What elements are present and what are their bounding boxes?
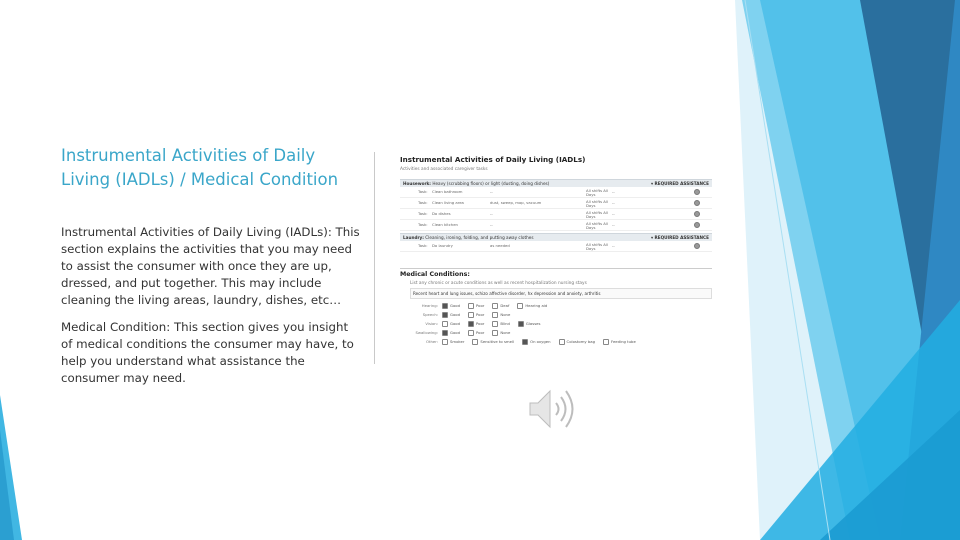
medical-row: [400, 310, 712, 319]
housework-label: Housework:: [403, 181, 431, 186]
medical-option[interactable]: [442, 303, 460, 309]
option-checkbox[interactable]: [442, 303, 448, 309]
task-name: Clean bathroom: [432, 189, 463, 194]
laundry-desc: Cleaning, ironing, folding, and putting away clothes: [425, 235, 534, 240]
medical-option[interactable]: [492, 303, 509, 309]
task-row: [400, 220, 712, 231]
medical-option[interactable]: [522, 339, 550, 345]
task-prefix: Task:: [418, 200, 428, 205]
option-label: Glasses: [525, 321, 541, 326]
option-checkbox[interactable]: [603, 339, 609, 345]
task-note: --: [490, 211, 493, 216]
medical-option[interactable]: [517, 303, 547, 309]
medical-option[interactable]: [559, 339, 595, 345]
option-checkbox[interactable]: [442, 339, 448, 345]
housework-desc: Heavy (scrubbing floors) or light (dusting, doing dishes): [432, 181, 550, 186]
medical-row-label: Swallowing:: [415, 330, 438, 335]
task-name: Clean living area: [432, 200, 464, 205]
option-label: Poor: [476, 312, 485, 317]
medical-option[interactable]: [442, 321, 460, 327]
option-label: Good: [450, 303, 460, 308]
task-note: dust, sweep, mop, vacuum: [490, 200, 542, 205]
medical-option[interactable]: [518, 321, 541, 327]
option-checkbox[interactable]: [492, 312, 498, 318]
medical-row: [400, 319, 712, 328]
laundry-label: Laundry:: [403, 235, 424, 240]
task-name: Do laundry: [432, 243, 453, 248]
task-note: as needed: [490, 243, 510, 248]
task-schedule: All shifts All Days: [586, 221, 609, 230]
medical-row-label: Hearing:: [421, 303, 438, 308]
medical-option[interactable]: [468, 312, 484, 318]
required-assistance-label: ▾ REQUIRED ASSISTANCE: [650, 181, 709, 186]
option-checkbox[interactable]: [492, 303, 498, 309]
task-row: [400, 241, 712, 252]
task-status-icon[interactable]: [694, 222, 700, 228]
task-note: --: [490, 189, 493, 194]
option-checkbox[interactable]: [442, 312, 448, 318]
option-label: On oxygen: [530, 339, 551, 344]
iadl-heading: Instrumental Activities of Daily Living (IADLs): [400, 155, 586, 164]
medical-option[interactable]: [468, 321, 484, 327]
task-schedule: All shifts All Days: [586, 188, 609, 197]
task-status-icon[interactable]: [694, 189, 700, 195]
paragraph-iadl: Instrumental Activities of Daily Living (IADLs): This section explains the activities that you may need to assist the consumer with once they are up, dressed, and put together. This may include cleaning the living areas, laundry, dishes, etc…: [61, 225, 360, 307]
option-label: Good: [450, 330, 460, 335]
medical-row-label: Vision:: [425, 321, 438, 326]
iadl-subtitle: Activities and associated caregiver tasks: [400, 167, 488, 172]
medical-row-label: Other:: [426, 339, 438, 344]
medical-row: [400, 301, 712, 310]
option-label: Poor: [476, 321, 485, 326]
laundry-bar: [400, 233, 712, 241]
option-label: Deaf: [500, 303, 510, 308]
medical-row: [400, 328, 712, 337]
medical-option[interactable]: [468, 330, 484, 336]
task-dash: --: [612, 211, 615, 216]
task-prefix: Task:: [418, 211, 428, 216]
medical-option[interactable]: [442, 330, 460, 336]
task-row: [400, 198, 712, 209]
task-status-icon[interactable]: [694, 200, 700, 206]
medical-option[interactable]: [442, 312, 460, 318]
option-checkbox[interactable]: [522, 339, 528, 345]
option-checkbox[interactable]: [442, 321, 448, 327]
medical-option[interactable]: [603, 339, 636, 345]
option-label: Poor: [476, 303, 485, 308]
task-status-icon[interactable]: [694, 243, 700, 249]
required-assistance-label-2: ▾ REQUIRED ASSISTANCE: [650, 235, 709, 240]
task-prefix: Task:: [418, 243, 428, 248]
task-row: [400, 187, 712, 198]
task-dash: --: [612, 243, 615, 248]
option-label: Smoker: [450, 339, 465, 344]
task-dash: --: [612, 222, 615, 227]
option-checkbox[interactable]: [468, 303, 474, 309]
slide-title: Instrumental Activities of Daily Living (IADLs) / Medical Condition: [61, 146, 339, 189]
task-name: Do dishes: [432, 211, 451, 216]
option-checkbox[interactable]: [468, 330, 474, 336]
option-label: Good: [450, 321, 460, 326]
option-checkbox[interactable]: [559, 339, 565, 345]
option-label: Hearing aid: [525, 303, 548, 308]
option-checkbox[interactable]: [442, 330, 448, 336]
option-checkbox[interactable]: [472, 339, 478, 345]
speaker-icon[interactable]: [526, 383, 582, 435]
divider-line: [374, 152, 375, 364]
medical-conditions-field: Recent heart and lung issues, schizo affective disorder, hx depression and anxiety, arthritis: [410, 288, 712, 299]
task-name: Clean kitchen: [432, 222, 458, 227]
form-screenshot: [400, 155, 712, 346]
option-checkbox[interactable]: [468, 312, 474, 318]
task-prefix: Task:: [418, 189, 428, 194]
task-note: --: [490, 222, 493, 227]
medical-option[interactable]: [492, 312, 510, 318]
task-schedule: All shifts All Days: [586, 242, 609, 251]
task-dash: --: [612, 200, 615, 205]
option-label: Good: [450, 312, 460, 317]
option-checkbox[interactable]: [517, 303, 523, 309]
housework-bar: [400, 179, 712, 187]
medical-option[interactable]: [492, 321, 510, 327]
option-label: Blind: [500, 321, 510, 326]
task-schedule: All shifts All Days: [586, 210, 609, 219]
medical-sub: List any chronic or acute conditions as well as recent hospitalization nursing stays: [410, 281, 587, 286]
task-row: [400, 209, 712, 220]
option-checkbox[interactable]: [492, 330, 498, 336]
option-label: Feeding tube: [611, 339, 636, 344]
option-checkbox[interactable]: [468, 321, 474, 327]
task-prefix: Task:: [418, 222, 428, 227]
option-checkbox[interactable]: [518, 321, 524, 327]
slide-body: [61, 224, 361, 397]
medical-option[interactable]: [492, 330, 510, 336]
medical-option[interactable]: [472, 339, 514, 345]
option-label: None: [500, 312, 511, 317]
medical-row: [400, 337, 712, 346]
medical-heading: Medical Conditions:: [400, 271, 470, 278]
medical-option[interactable]: [468, 303, 484, 309]
option-checkbox[interactable]: [492, 321, 498, 327]
task-status-icon[interactable]: [694, 211, 700, 217]
medical-row-label: Speech:: [422, 312, 438, 317]
option-label: Sensitive to smell: [480, 339, 515, 344]
task-schedule: All shifts All Days: [586, 199, 609, 208]
option-label: Poor: [476, 330, 485, 335]
option-label: None: [500, 330, 511, 335]
option-label: Colostomy bag: [566, 339, 595, 344]
task-dash: --: [612, 189, 615, 194]
medical-option[interactable]: [442, 339, 464, 345]
paragraph-medical: Medical Condition: This section gives you insight of medical conditions the consumer may have, to help you understand what assistance the consumer may need.: [61, 320, 354, 385]
